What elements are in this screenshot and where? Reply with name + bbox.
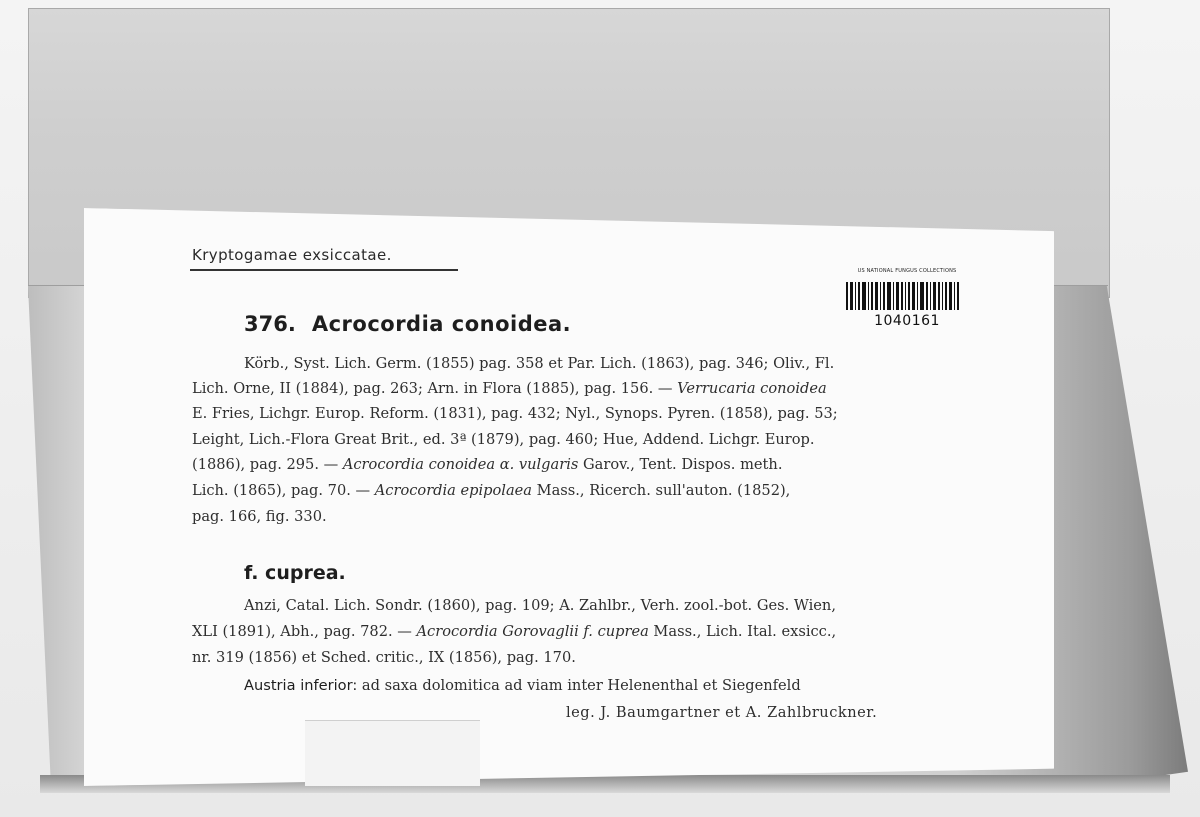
reference-line: (1886), pag. 295. — Acrocordia conoidea α. vulgaris Garov., Tent. Dispos. meth. — [192, 456, 783, 473]
form-reference-line: nr. 319 (1856) et Sched. critic., IX (1856), pag. 170. — [192, 649, 576, 666]
form-reference-line: Anzi, Catal. Lich. Sondr. (1860), pag. 109; A. Zahlbr., Verh. zool.-bot. Ges. Wien, — [244, 597, 836, 614]
label-tear — [305, 720, 480, 786]
reference-line: Leight, Lich.-Flora Great Brit., ed. 3ª (1879), pag. 460; Hue, Addend. Lichgr. Europ. — [192, 431, 815, 448]
species-heading — [244, 312, 571, 336]
series-title: Kryptogamae exsiccatae. — [192, 246, 392, 264]
species-name: Acrocordia conoidea. — [311, 312, 572, 336]
form-reference-line: XLI (1891), Abh., pag. 782. — Acrocordia Gorovaglii f. cuprea Mass., Lich. Ital. exsicc., — [192, 623, 837, 640]
locality-text: ad saxa dolomitica ad viam inter Helenenthal et Siegenfeld — [357, 677, 801, 694]
barcode-institution: US NATIONAL FUNGUS COLLECTIONS — [857, 268, 957, 274]
reference-line: Lich. (1865), pag. 70. — Acrocordia epipolaea Mass., Ricerch. sull'auton. (1852), — [192, 482, 791, 499]
barcode-label — [836, 268, 976, 340]
form-heading: f. cuprea. — [244, 562, 346, 584]
reference-line: pag. 166, fig. 330. — [192, 508, 327, 525]
reference-line: E. Fries, Lichgr. Europ. Reform. (1831), pag. 432; Nyl., Synops. Pyren. (1858), pag. 53; — [192, 405, 838, 422]
locality-line — [244, 677, 801, 694]
series-title-underline — [190, 269, 458, 271]
entry-number: 376. — [244, 312, 296, 336]
barcode-number: 1040161 — [874, 313, 940, 329]
barcode-icon — [846, 282, 968, 310]
collectors-line: leg. J. Baumgartner et A. Zahlbruckner. — [566, 704, 878, 721]
reference-line: Körb., Syst. Lich. Germ. (1855) pag. 358 et Par. Lich. (1863), pag. 346; Oliv., Fl. — [244, 355, 835, 372]
reference-line: Lich. Orne, II (1884), pag. 263; Arn. in Flora (1885), pag. 156. — Verrucaria conoidea — [192, 380, 827, 397]
locality-heading: Austria inferior: — [244, 677, 358, 694]
